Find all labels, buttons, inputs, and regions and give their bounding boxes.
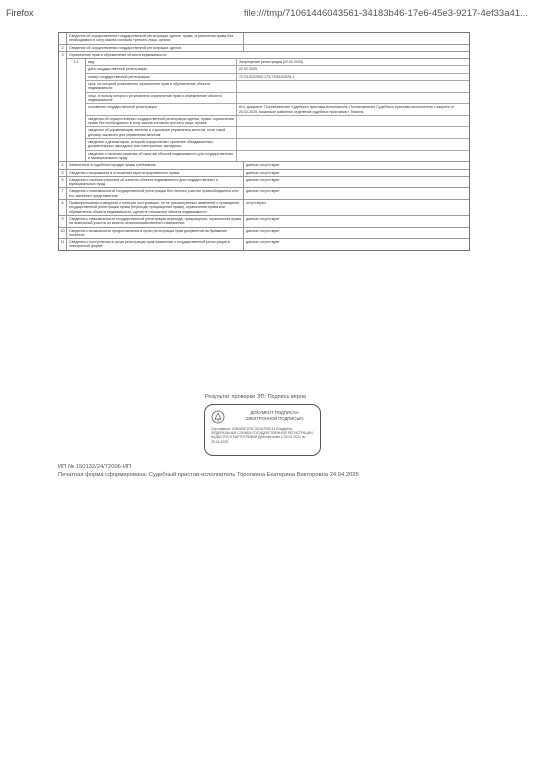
- print-form-note: Печатная форма сформирована: Судебный пристав-исполнитель Торопкина Екатерина Викторовна 24.04.2025: [58, 472, 359, 478]
- extract-table: [58, 32, 470, 251]
- sub-value: [237, 116, 469, 127]
- row-number: 2: [59, 45, 67, 51]
- stamp-title: ДОКУМЕНТ ПОДПИСАН: [250, 410, 299, 415]
- table-row: [59, 177, 469, 189]
- row-value: данные отсутствуют: [246, 189, 280, 194]
- table-row: [59, 45, 469, 52]
- sub-row: [86, 104, 469, 116]
- sub-label: дата государственной регистрации:: [86, 66, 237, 72]
- sub-value: [237, 81, 469, 92]
- stamp-details: Сертификат: 00B4A9E1F5C3D2A7E8C14 Владелец: ФЕДЕРАЛЬНАЯ СЛУЖБА ГОСУДАРСТВЕННОЙ РЕГИСТРАЦИИ, КАДАСТРА И КАРТОГРАФИИ Действителен с 03.02.2024 по 28.04.2025: [211, 427, 314, 444]
- row-label: Сведения о возможности предоставления в орган регистрации прав документов на бумажном носителе:: [67, 228, 244, 239]
- row-value: данные отсутствуют: [246, 216, 280, 221]
- row-value: данные отсутствуют: [246, 228, 280, 233]
- row-value: данные отсутствуют: [246, 163, 280, 168]
- row-label: Сведения о возражении в отношении зарегистрированного права:: [67, 170, 244, 176]
- row-label: Сведения об осуществлении государственной регистрации сделки:: [67, 45, 244, 51]
- table-row: [59, 200, 469, 216]
- sub-value: [237, 127, 469, 138]
- row-value: [244, 33, 469, 44]
- sub-row: [86, 93, 469, 105]
- sub-row: [86, 74, 469, 81]
- sub-row: [86, 127, 469, 139]
- sub-value: [237, 139, 469, 150]
- sub-label: сведения о наличии решения об изъятии объекта недвижимости для государственных и муниципальных нужд:: [86, 151, 237, 162]
- encumbrance-details: [86, 59, 469, 161]
- row-number: [59, 33, 67, 44]
- subsection-number: 3.1: [67, 59, 86, 161]
- row-label: Правопритязания и сведения о наличии поступивших, но не рассмотренных заявлений о проведении государственной регистрации права (перехода, прекращения права), ограничения права или обременения объекта недвижимости, сделки в отношении объекта недвижимости:: [67, 200, 244, 215]
- row-number: 4: [59, 162, 67, 168]
- sub-value: 22.02.2025: [239, 67, 257, 72]
- encumbrance-section: [67, 52, 469, 161]
- sub-value: Кто, документ: Постановление Судебного пристава-исполнителя. Постановление Судебного пристава-исполнителя о запрете от 20.02.2025, Казанское районное отделение судебных приставов г. Тюмень: [239, 105, 455, 114]
- table-row: [59, 52, 469, 162]
- row-number: 8: [59, 200, 67, 215]
- row-value: данные отсутствуют: [246, 170, 280, 175]
- row-number: 7: [59, 188, 67, 199]
- row-number: 3: [59, 52, 67, 161]
- browser-name: Firefox: [6, 8, 34, 18]
- row-number: 6: [59, 177, 67, 188]
- sub-value: 72:23:0222002:173-72/041/2025-1: [239, 74, 295, 79]
- table-row: [59, 162, 469, 169]
- sub-row: [86, 66, 469, 73]
- sub-label: сведения об управляющем залогом и о договоре управления залогом, если такой договор заключен для управления залогом:: [86, 127, 237, 138]
- sub-row: [86, 81, 469, 93]
- row-label: Ограничение прав и обременение объекта недвижимости:: [67, 52, 469, 59]
- row-label: Сведения о наличии решения об изъятии объекта недвижимости для государственных и муниципальных нужд:: [67, 177, 244, 188]
- table-row: [59, 216, 469, 228]
- sub-label: номер государственной регистрации:: [86, 74, 237, 80]
- sub-row: [86, 139, 469, 151]
- sub-label: срок, на который установлено ограничение прав и обременение объекта недвижимости:: [86, 81, 237, 92]
- row-label: Сведения об осуществлении государственной регистрации сделки, права, ограничения права без необходимого в силу закона согласия третьего лица, органа:: [67, 33, 244, 44]
- row-number: 9: [59, 216, 67, 227]
- row-number: 10: [59, 228, 67, 239]
- row-label: Сведения о невозможности государственной регистрации перехода, прекращения, ограничения права на земельный участок из земель сельскохозяйственного назначения:: [67, 216, 244, 227]
- emblem-icon: [211, 410, 225, 424]
- stamp-subtitle: ЭЛЕКТРОННОЙ ПОДПИСЬЮ: [245, 416, 304, 421]
- sub-row: [86, 151, 469, 162]
- row-value: данные отсутствуют: [246, 177, 280, 182]
- page-url: file:///tmp/71061446043561-34183b46-17e6-45e3-9217-4ef33a41...: [243, 8, 528, 19]
- table-row: [59, 170, 469, 177]
- table-row: [59, 33, 469, 45]
- sub-value: [237, 151, 469, 162]
- sub-label: сведения об осуществлении государственной регистрации сделки, права, ограничения права без необходимого в силу закона согласия третьего лица, органа:: [86, 116, 237, 127]
- sub-label: основание государственной регистрации:: [86, 104, 237, 115]
- table-row: [59, 239, 469, 250]
- sub-row: [86, 59, 469, 66]
- electronic-signature-stamp: [204, 404, 321, 456]
- sub-label: лицо, в пользу которого установлено ограничение прав и обременение объекта недвижимости:: [86, 93, 237, 104]
- sub-label: вид:: [86, 59, 237, 65]
- row-number: 5: [59, 170, 67, 176]
- table-row: [59, 228, 469, 240]
- row-value: данные отсутствуют: [246, 240, 280, 245]
- sub-row: [86, 116, 469, 128]
- sub-label: сведения о депозитарии, который осуществляет хранение обездвиженных документарных закладных или электронных закладных:: [86, 139, 237, 150]
- proceeding-number: ИП № 150132/24/72006-ИП: [58, 464, 132, 470]
- sub-value: [237, 93, 469, 104]
- row-value: -: [246, 45, 248, 50]
- row-label: Заявленные в судебном порядке права требования:: [67, 162, 244, 168]
- table-row: [59, 188, 469, 200]
- row-label: Сведения о поступлении в орган регистрации прав заявления о государственной регистрации в электронной форме:: [67, 239, 244, 250]
- row-label: Сведения о невозможности государственной регистрации без личного участия правообладателя или его законного представителя:: [67, 188, 244, 199]
- sub-value: Запрещение регистрации (22.02.2025): [239, 60, 304, 65]
- row-value: отсутствуют: [246, 201, 267, 206]
- signature-check-result: Результат проверки ЭП: Подпись верна: [205, 394, 306, 400]
- row-number: 11: [59, 239, 67, 250]
